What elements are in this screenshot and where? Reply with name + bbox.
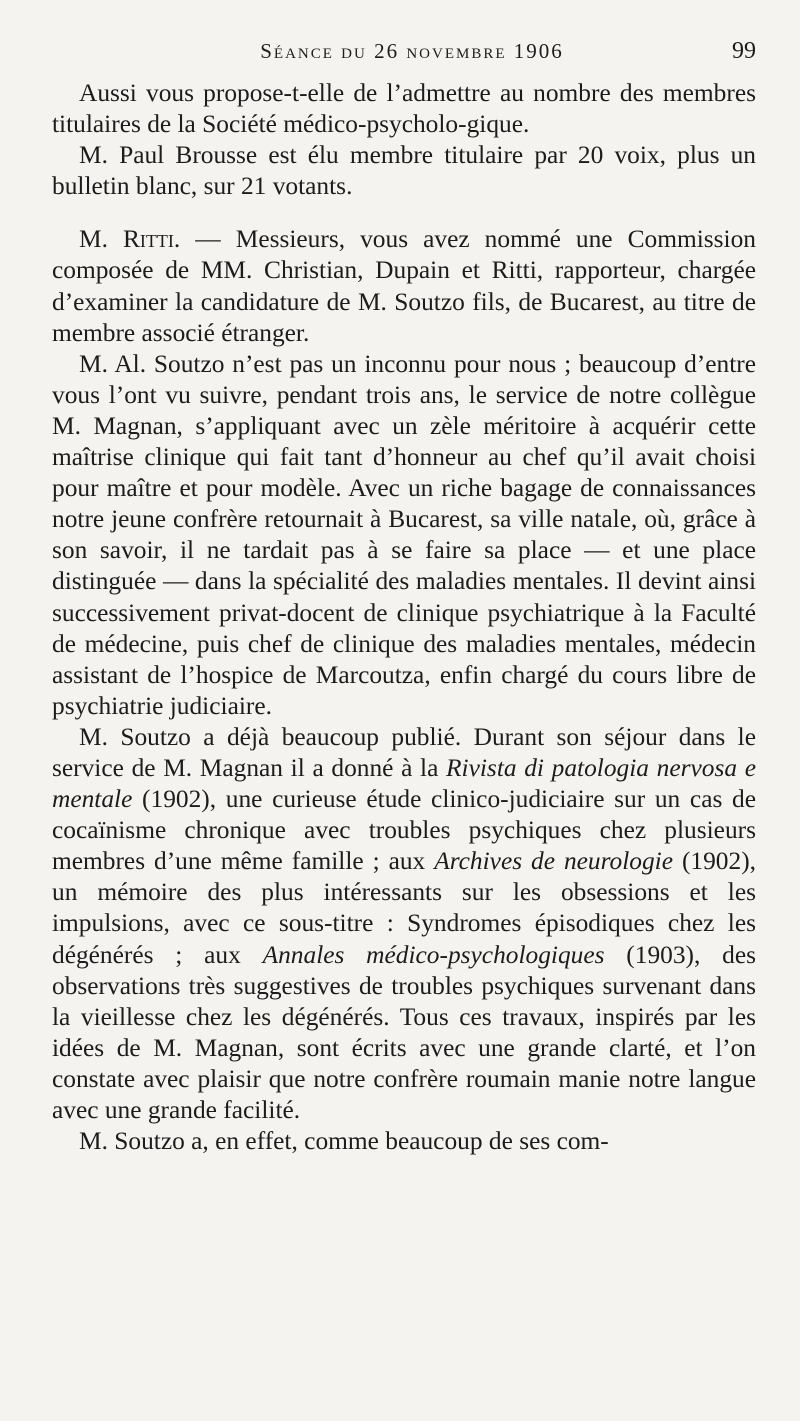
running-title: Séance du 26 novembre 1906 <box>260 39 564 63</box>
paragraph-soutzo-career: M. Al. Soutzo n’est pas un inconnu pour nous ; beaucoup d’entre vous l’ont vu suivre, pendant trois ans, le service de notre collègue M. Magnan, s’appliquant avec un zèle méritoire à acquérir cette maîtrise clinique qui fait tant d’honneur au chef qu’il avait choisi pour maître et pour modèle. Avec un riche bagage de connaissances notre jeune confrère retournait à Bucarest, sa ville natale, où, grâce à son savoir, il ne tardait pas à se faire sa place — et une place distinguée — dans la spécialité des maladies mentales. Il devint ainsi successivement privat-docent de clinique psychiatrique à la Faculté de médecine, puis chef de clinique des maladies mentales, médecin assistant de l’hospice de Marcoutza, enfin chargé du cours libre de psychiatrie judiciaire. <box>52 349 756 720</box>
text-run: (1902), un mémoire des plus intéressants sur les obsessions et les impulsions, avec ce sous-titre : Syndromes épisodiques chez les dégénérés ; aux <box>52 847 756 969</box>
page-number: 99 <box>732 38 756 64</box>
running-head <box>52 38 756 78</box>
speaker-name: M. Ritti. <box>79 225 181 254</box>
journal-title: Rivista di patologia nervosa e mentale <box>52 753 756 814</box>
paragraph-admission-proposal: Aussi vous propose-t-elle de l’admettre au nombre des membres titulaires de la Société médico-psycholo-gique. <box>52 79 756 139</box>
text-run: (1903), des observations très suggestives de troubles psychiques survenant dans la vieillesse chez les dégénérés. Tous ces travaux, inspirés par les idées de M. Magnan, sont écrits avec une grande clarté, et l’on constate avec plaisir que notre confrère roumain manie notre langue avec une grande facilité. <box>52 940 756 1124</box>
text-run: M. Soutzo a déjà beaucoup publié. Durant son séjour dans le service de M. Magnan il a donné à la <box>52 722 756 782</box>
paragraph-soutzo-publications <box>52 722 756 1126</box>
paragraph-text: — Messieurs, vous avez nommé une Commission composée de MM. Christian, Dupain et Ritti, rapporteur, chargée d’examiner la candidature de M. Soutzo fils, de Bucarest, au titre de membre associé étranger. <box>52 225 756 347</box>
body-text <box>52 78 756 1157</box>
paragraph-election-result: M. Paul Brousse est élu membre titulaire par 20 voix, plus un bulletin blanc, sur 21 votants. <box>52 141 756 201</box>
journal-title: Archives de neurologie <box>434 847 674 876</box>
journal-title: Annales médico-psychologiques <box>262 940 605 969</box>
paragraph-continuation: M. Soutzo a, en effet, comme beaucoup de ses com- <box>79 1127 609 1156</box>
text-run: (1902), une curieuse étude clinico-judiciaire sur un cas de cocaïnisme chronique avec troubles psychiques chez plusieurs membres d’une même famille ; aux <box>52 785 756 876</box>
paragraph-ritti-report <box>52 224 756 348</box>
